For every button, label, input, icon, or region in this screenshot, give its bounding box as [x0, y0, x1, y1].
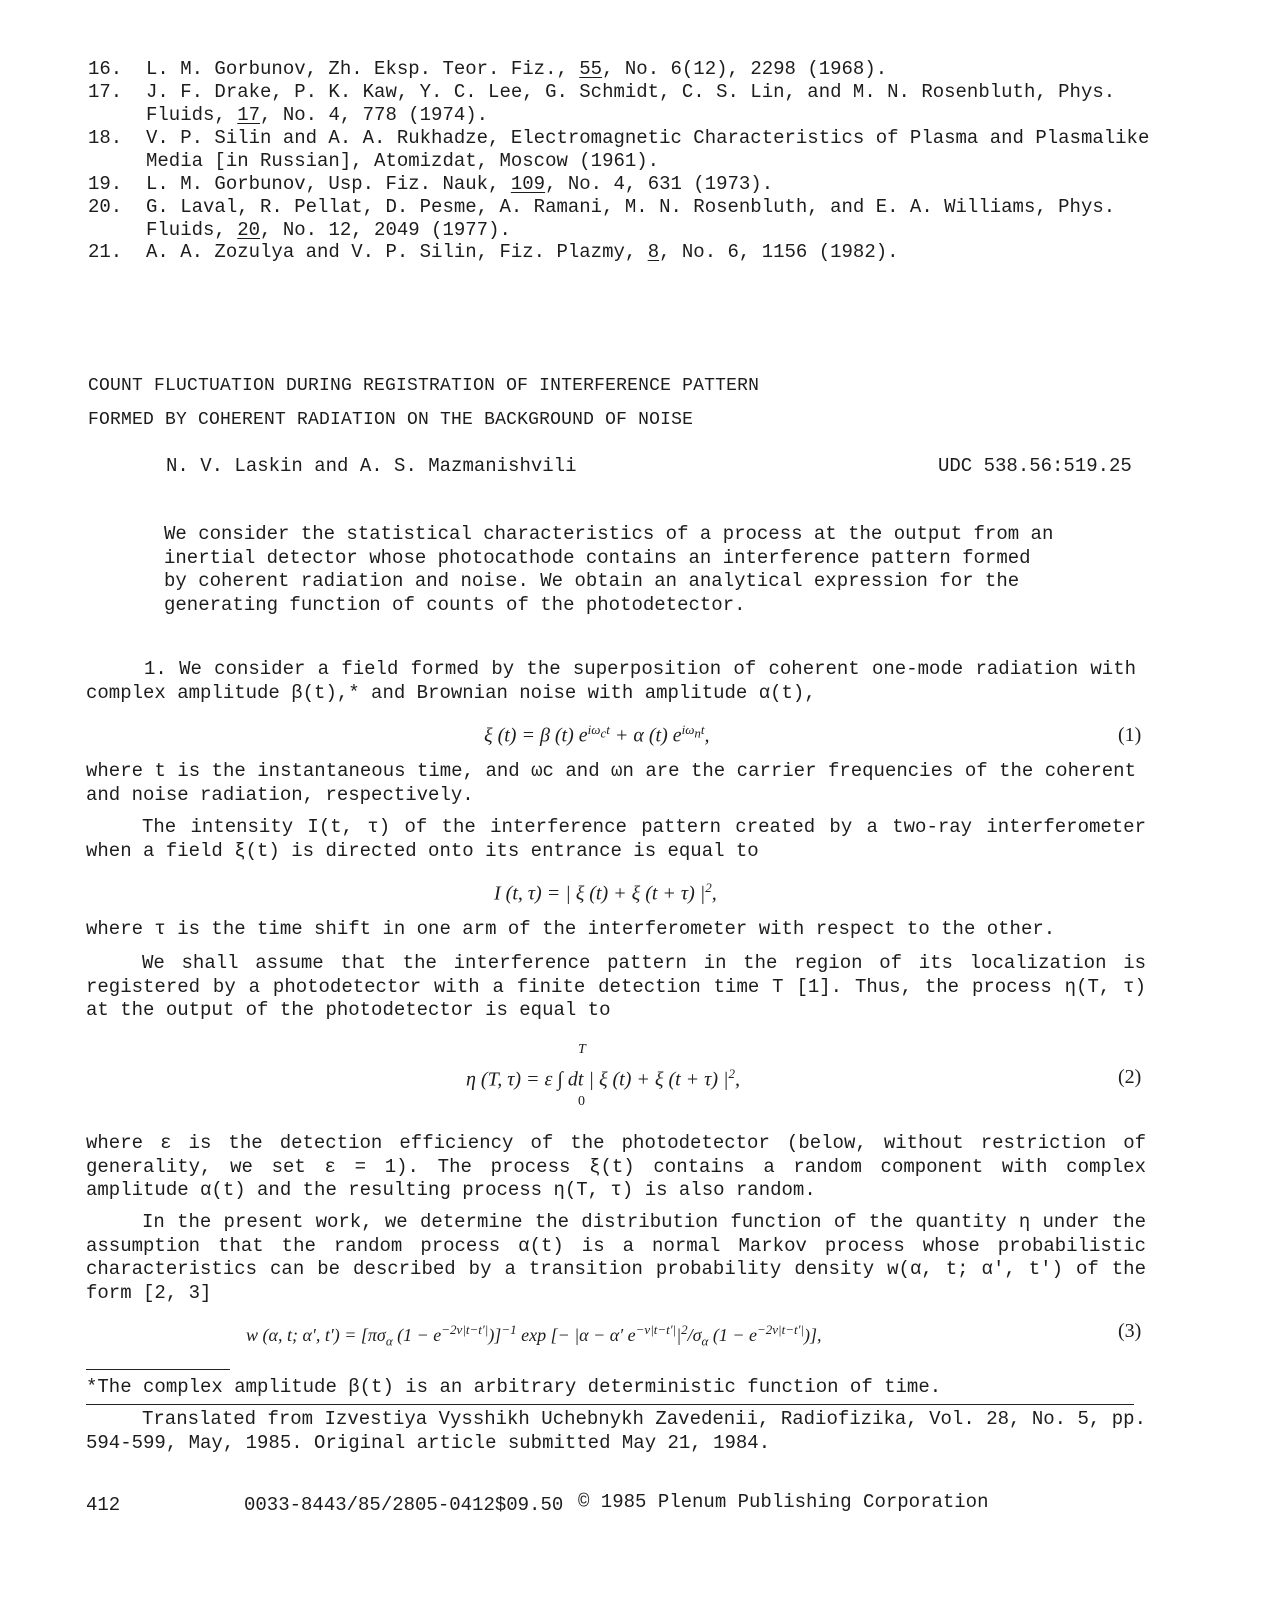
- article-title-line-2: FORMED BY COHERENT RADIATION ON THE BACKGROUND OF NOISE: [88, 410, 694, 430]
- body-paragraph-7: In the present work, we determine the distribution function of the quantity η under the assumption that the random process α(t) is a normal Markov process whose probabilistic characteristics can be described by a transition probability density w(α, t; α', t') of the form [2, 3]: [86, 1211, 1146, 1304]
- body-paragraph-5: We shall assume that the interference pattern in the region of its localization is registered by a photodetector with a finite detection time T [1]. Thus, the process η(T, τ) at the output of the photodetector is equal to: [86, 952, 1146, 1021]
- equation-intensity: I (t, τ) = | ξ (t) + ξ (t + τ) $|^2$,: [494, 880, 717, 905]
- equation-1-number: (1): [1118, 724, 1142, 746]
- equation-3: w (α, t; α′, $t') = [\pi\sigma_\alpha$ $(1 - e^{-2\nu|t-t'|})]^{-1}$ exp [− |α − α′ $e^{-\nu|t-t'|}|^2/\sigma_\alpha$ $(1 - e^{-2\nu|t-t'|})$],: [246, 1322, 822, 1349]
- integral-lower-limit: 0: [578, 1094, 585, 1109]
- article-title-line-1: COUNT FLUCTUATION DURING REGISTRATION OF INTERFERENCE PATTERN: [88, 376, 760, 396]
- equation-2-number: (2): [1118, 1066, 1142, 1088]
- translation-note: Translated from Izvestiya Vysshikh Uchebnykh Zavedenii, Radiofizika, Vol. 28, No. 5, pp. 594-599, May, 1985. Original article submitted May 21, 1984.: [86, 1408, 1146, 1454]
- body-paragraph-1: 1. We consider a field formed by the superposition of coherent one-mode radiation with complex amplitude β(t),* and Brownian noise with amplitude α(t),: [86, 658, 1136, 704]
- equation-1: ξ (t) = β (t) $e^{i\omega_ct} + \alpha$ (t) $e^{i\omega_nt}$,: [484, 722, 710, 747]
- body-paragraph-3: The intensity I(t, τ) of the interference pattern created by a two-ray interferometer when a field ξ(t) is directed onto its entrance is equal to: [86, 816, 1146, 862]
- page-number: 412: [86, 1494, 121, 1516]
- body-paragraph-6: where ε is the detection efficiency of the photodetector (below, without restriction of generality, we set ε = 1). The process ξ(t) contains a random component with complex amplitude α(t) and the resulting process η(T, τ) is also random.: [86, 1132, 1146, 1201]
- body-paragraph-2: where t is the instantaneous time, and ωc and ωn are the carrier frequencies of the coherent and noise radiation, respectively.: [86, 760, 1136, 806]
- publication-code: 0033-8443/85/2805-0412$09.50: [244, 1494, 564, 1516]
- integral-upper-limit: T: [578, 1042, 586, 1057]
- abstract: We consider the statistical characteristics of a process at the output from an inertial detector whose photocathode contains an interference pattern formed by coherent radiation and noise. We obtain an analytical expression for the generating function of counts of the photodetector.: [164, 523, 1054, 616]
- translation-rule: [86, 1404, 1134, 1405]
- article-authors: N. V. Laskin and A. S. Mazmanishvili: [166, 455, 577, 477]
- udc-code: UDC 538.56:519.25: [938, 455, 1132, 477]
- footnote-rule: [86, 1369, 230, 1370]
- equation-2: η (T, τ) = ε ∫ dt | ξ (t) + ξ (t + τ) $|^2$,: [466, 1066, 740, 1091]
- copyright-notice: © 1985 Plenum Publishing Corporation: [578, 1491, 989, 1513]
- footnote: *The complex amplitude β(t) is an arbitrary deterministic function of time.: [86, 1376, 942, 1398]
- body-paragraph-4: where τ is the time shift in one arm of the interferometer with respect to the other.: [86, 918, 1056, 940]
- equation-3-number: (3): [1118, 1320, 1142, 1342]
